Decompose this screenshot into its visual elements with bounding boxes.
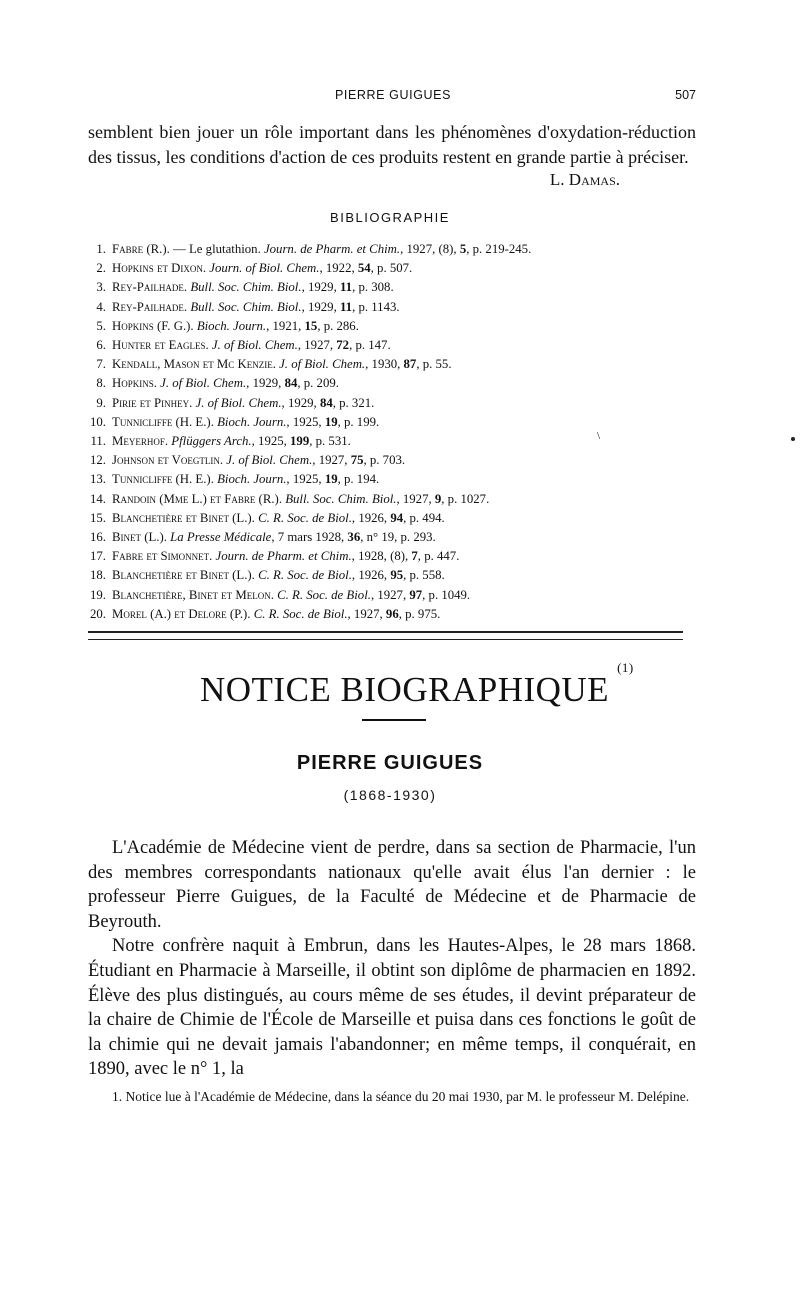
bibliography-entry: [78, 374, 698, 393]
body-paragraph: L'Académie de Médecine vient de perdre, dans sa section de Pharmacie, l'un des membres correspondants nationaux qu'elle avait élus l'an dernier : le professeur Pierre Guigues, de la Faculté de Médecine et de Pharmacie de Beyrouth.: [88, 838, 696, 932]
entry-volume: 5: [459, 242, 467, 256]
entry-journal: J. of Biol. Chem.: [211, 338, 298, 353]
entry-volume: 9: [434, 491, 442, 506]
entry-journal: J. of Biol. Chem.: [279, 357, 366, 372]
entry-pages: , p. 55.: [416, 357, 452, 372]
entry-authors: Blanchetière et Binet (L.).: [112, 510, 255, 525]
entry-authors: Johnson et Voegtlin.: [112, 453, 224, 468]
entry-ref: , 1921,: [266, 318, 305, 333]
entry-authors: Hopkins.: [112, 376, 157, 391]
bibliography-entry: [78, 432, 698, 451]
entry-ref: , 1925,: [251, 434, 291, 449]
entry-pages: , p. 447.: [417, 549, 460, 564]
entry-volume: 19: [324, 472, 338, 487]
bibliography-entry: [78, 259, 698, 278]
entry-volume: 96: [385, 606, 399, 621]
bibliography-entry: [78, 355, 698, 374]
entry-ref: , 1927,: [297, 338, 337, 353]
entry-pages: , p. 703.: [363, 453, 406, 468]
bibliography-entry: [78, 278, 698, 297]
entry-volume: 75: [350, 453, 364, 468]
entry-number: 2.: [96, 261, 106, 276]
entry-rest: — Le glutathion.: [169, 242, 264, 256]
bibliography-entry: [78, 451, 698, 470]
entry-ref: , 1927, (8),: [400, 242, 460, 256]
running-title: PIERRE GUIGUES: [334, 88, 452, 102]
footnote: [88, 1087, 696, 1106]
footnote-reference: (1): [617, 660, 634, 676]
entry-ref: , 1927,: [396, 491, 435, 506]
entry-volume: 15: [304, 318, 318, 333]
entry-journal: Bull. Soc. Chim. Biol.: [190, 299, 302, 314]
entry-volume: 95: [390, 568, 404, 583]
entry-ref: , 1925,: [286, 472, 325, 487]
entry-pages: , p. 321.: [332, 395, 375, 410]
entry-authors: Fabre (R.).: [112, 242, 170, 256]
entry-ref: , 1926,: [351, 568, 391, 583]
entry-journal: C. R. Soc. de Biol.: [277, 587, 371, 602]
entry-pages: , p. 199.: [337, 414, 380, 429]
entry-ref: , 1929,: [301, 299, 340, 314]
entry-number: 18.: [90, 568, 106, 583]
entry-pages: , p. 286.: [317, 318, 359, 333]
entry-number: 5.: [96, 318, 106, 333]
entry-pages: , p. 531.: [309, 434, 351, 449]
title-underline: [362, 719, 426, 721]
entry-number: 6.: [96, 338, 106, 353]
entry-journal: J. of Biol. Chem.: [160, 376, 247, 391]
entry-number: 14.: [90, 491, 106, 506]
entry-journal: C. R. Soc. de Biol.: [258, 510, 352, 525]
entry-ref: , 1922,: [319, 261, 358, 276]
bibliography-entry: [78, 528, 698, 547]
entry-volume: 72: [336, 338, 350, 353]
entry-pages: , p. 219-245.: [466, 242, 532, 256]
bibliography-entry: [78, 240, 698, 259]
entry-ref: , 1926,: [351, 510, 391, 525]
entry-journal: Bioch. Journ.: [196, 318, 267, 333]
entry-ref: , 1927,: [370, 587, 410, 602]
entry-pages: , p. 147.: [349, 338, 391, 353]
entry-authors: Fabre et Simonnet.: [112, 549, 213, 564]
entry-pages: , p. 1049.: [422, 587, 471, 602]
biography-body: [88, 836, 696, 1082]
entry-pages: , p. 1143.: [352, 299, 400, 314]
margin-dot: [791, 437, 795, 441]
entry-authors: Rey-Pailhade.: [112, 299, 188, 314]
entry-ref: , 1929,: [246, 376, 285, 391]
entry-number: 10.: [90, 414, 106, 429]
entry-journal: Bioch. Journ.: [217, 414, 287, 429]
entry-volume: 7: [411, 549, 418, 564]
entry-number: 4.: [96, 299, 106, 314]
author-signature: L. Damas.: [549, 170, 620, 189]
bibliography-heading: BIBLIOGRAPHIE: [330, 210, 450, 225]
entry-volume: 11: [339, 299, 353, 314]
bibliography-entry: [78, 586, 698, 605]
bibliography-entry: [78, 509, 698, 528]
bibliography-entry: [78, 394, 698, 413]
entry-volume: 84: [319, 395, 333, 410]
entry-volume: 87: [403, 357, 417, 372]
entry-ref: , 1929,: [301, 280, 340, 295]
entry-number: 15.: [90, 510, 106, 525]
subject-dates: (1868-1930): [343, 787, 437, 803]
entry-journal: C. R. Soc. de Biol.: [258, 568, 352, 583]
margin-tick: \: [597, 430, 601, 442]
entry-number: 8.: [96, 376, 106, 391]
entry-authors: Kendall, Mason et Mc Kenzie.: [112, 357, 276, 372]
bibliography-entry: [78, 317, 698, 336]
entry-number: 16.: [90, 530, 106, 545]
entry-authors: Tunnicliffe (H. E.).: [112, 414, 214, 429]
entry-ref: , 1927,: [312, 453, 351, 468]
bibliography-list: [78, 240, 698, 624]
entry-journal: Journ. of Biol. Chem.: [209, 261, 320, 276]
entry-number: 13.: [90, 472, 106, 487]
entry-journal: Bull. Soc. Chim. Biol.: [190, 280, 302, 295]
entry-journal: J. of Biol. Chem.: [226, 453, 313, 468]
entry-volume: 54: [357, 261, 371, 276]
entry-ref: , 1927,: [347, 606, 386, 621]
entry-ref: , 1929,: [281, 395, 320, 410]
entry-pages: , p. 558.: [403, 568, 445, 583]
intro-paragraph: [88, 120, 696, 170]
entry-ref: , 1930,: [365, 357, 404, 372]
entry-number: 3.: [96, 280, 106, 295]
entry-journal: J. of Biol. Chem.: [195, 395, 282, 410]
bibliography-entry: [78, 413, 698, 432]
bibliography-entry: [78, 490, 698, 509]
entry-pages: , p. 308.: [352, 280, 394, 295]
entry-number: 9.: [96, 395, 106, 410]
entry-authors: Binet (L.).: [112, 530, 167, 545]
entry-number: 7.: [96, 357, 106, 372]
entry-pages: , p. 494.: [403, 510, 445, 525]
section-divider: [88, 631, 683, 640]
entry-authors: Blanchetière et Binet (L.).: [112, 568, 255, 583]
entry-authors: Randoin (Mme L.) et Fabre (R.).: [112, 491, 283, 506]
bibliography-entry: [78, 470, 698, 489]
entry-volume: 36: [347, 530, 361, 545]
entry-authors: Hopkins (F. G.).: [112, 318, 194, 333]
entry-volume: 94: [390, 510, 404, 525]
entry-pages: , p. 1027.: [441, 491, 490, 506]
footnote-text: 1. Notice lue à l'Académie de Médecine, dans la séance du 20 mai 1930, par M. le professeur M. Delépine.: [112, 1089, 690, 1104]
entry-journal: La Presse Médicale: [170, 530, 272, 545]
entry-number: 19.: [90, 587, 106, 602]
entry-journal: Bull. Soc. Chim. Biol.: [285, 491, 397, 506]
entry-journal: Bioch. Journ.: [217, 472, 287, 487]
entry-volume: 19: [324, 414, 338, 429]
notice-title-text: NOTICE BIOGRAPHIQUE: [200, 670, 610, 709]
entry-number: 1.: [96, 242, 106, 256]
entry-authors: Hopkins et Dixon.: [112, 261, 207, 276]
entry-volume: 199: [290, 434, 310, 449]
entry-authors: Pirie et Pinhey.: [112, 395, 193, 410]
entry-ref: , 1925,: [286, 414, 325, 429]
page-number: 507: [675, 88, 696, 102]
bibliography-entry: [78, 605, 698, 624]
subject-name: PIERRE GUIGUES: [296, 752, 484, 774]
entry-journal: Pflüggers Arch.: [171, 434, 252, 449]
entry-pages: , p. 507.: [370, 261, 413, 276]
entry-number: 12.: [90, 453, 106, 468]
entry-ref: , 1928, (8),: [351, 549, 412, 564]
bibliography-entry: [78, 566, 698, 585]
entry-ref: , 7 mars 1928,: [271, 530, 348, 545]
entry-pages: , p. 975.: [398, 606, 441, 621]
entry-journal: Journ. de Pharm. et Chim.: [215, 549, 352, 564]
entry-authors: Blanchetière, Binet et Melon.: [112, 587, 274, 602]
entry-pages: , n° 19, p. 293.: [360, 530, 436, 545]
entry-volume: 84: [284, 376, 298, 391]
entry-number: 11.: [90, 434, 106, 449]
notice-title: [200, 660, 634, 710]
entry-authors: Meyerhof.: [112, 434, 169, 449]
entry-journal: Journ. de Pharm. et Chim.: [263, 242, 401, 256]
bibliography-entry: [78, 298, 698, 317]
entry-authors: Morel (A.) et Delore (P.).: [112, 606, 251, 621]
body-paragraph: Notre confrère naquit à Embrun, dans les Hautes-Alpes, le 28 mars 1868. Étudiant en Pharmacie à Marseille, il obtint son diplôme de pharmacien en 1892. Élève des plus distingués, au cours même de ses études, il devint préparateur de la chaire de Chimie de l'École de Marseille et puisa dans ces fonctions le goût de la chimie qui ne devait jamais l'abandonner; en même temps, il conquérait, en 1890, avec le n° 1, la: [88, 936, 696, 1080]
entry-authors: Rey-Pailhade.: [112, 280, 188, 295]
entry-journal: C. R. Soc. de Biol.: [253, 606, 348, 621]
entry-volume: 97: [409, 587, 423, 602]
bibliography-entry: [78, 336, 698, 355]
entry-number: 20.: [90, 606, 106, 621]
bibliography-entry: [78, 547, 698, 566]
entry-pages: , p. 194.: [337, 472, 380, 487]
entry-authors: Tunnicliffe (H. E.).: [112, 472, 214, 487]
entry-authors: Hunter et Eagles.: [112, 338, 209, 353]
running-header: [90, 88, 696, 108]
entry-number: 17.: [90, 549, 106, 564]
intro-text: semblent bien jouer un rôle important dans les phénomènes d'oxydation-réduction des tissus, les conditions d'action de ces produits restent en grande partie à préciser.: [88, 122, 696, 167]
entry-volume: 11: [339, 280, 353, 295]
entry-pages: , p. 209.: [297, 376, 339, 391]
